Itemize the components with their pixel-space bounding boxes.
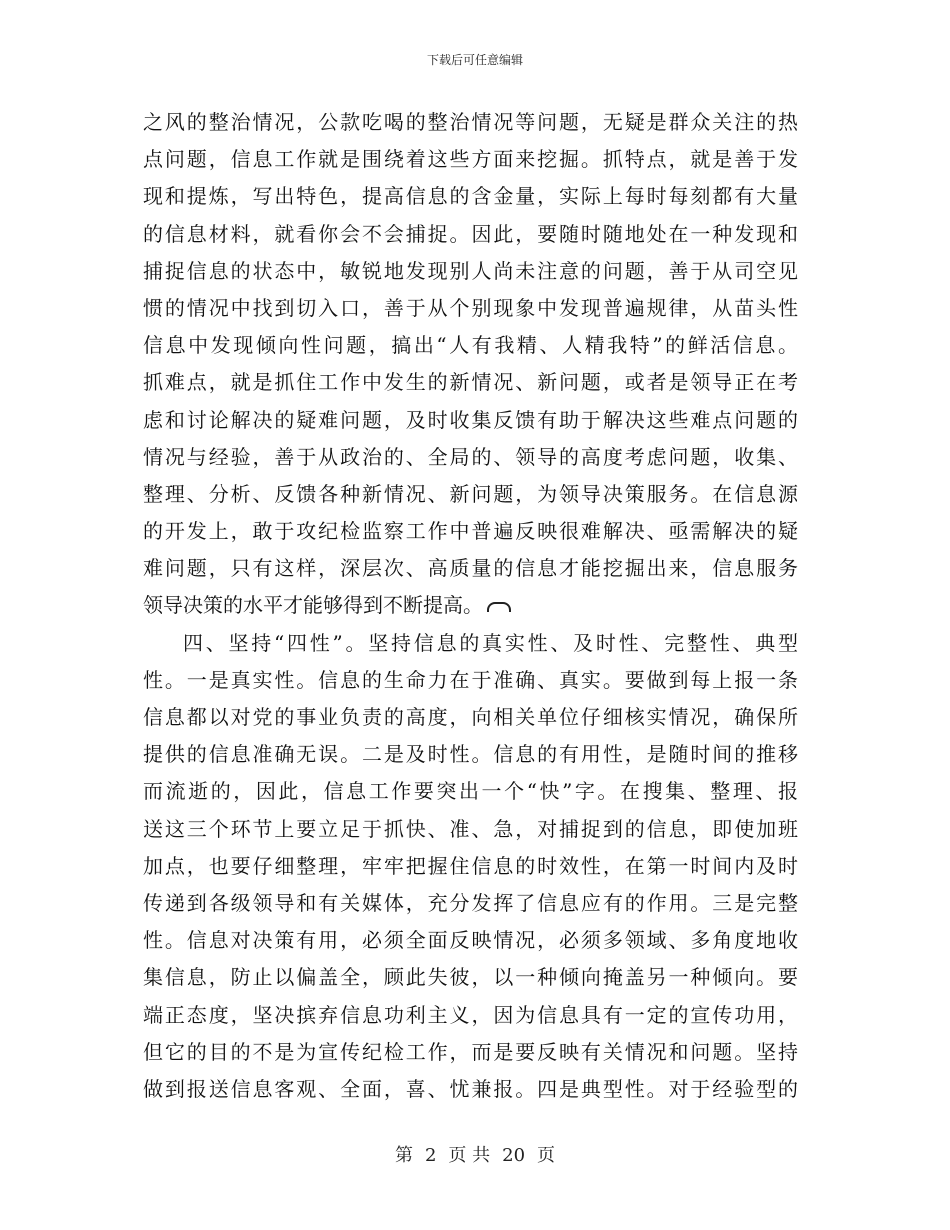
total-page-count: 20 xyxy=(502,1145,526,1166)
text-line: 信息中发现倾向性问题，搞出“人有我精、人精我特”的鲜活信息。 xyxy=(143,333,798,358)
text-line: 难问题，只有这样，深层次、高质量的信息才能挖掘出来，信息服务 xyxy=(143,556,798,581)
text-line-last xyxy=(143,587,798,624)
page-footer xyxy=(0,1144,950,1168)
text-line: 虑和讨论解决的疑难问题，及时收集反馈有助于解决这些难点问题的 xyxy=(143,407,798,432)
page-header: 下载后可任意编辑 xyxy=(426,53,523,67)
text-line: 提供的信息准确无误。二是及时性。信息的有用性，是随时间的推移 xyxy=(143,742,798,767)
text-line: 的信息材料，就看你会不会捕捉。因此，要随时随地处在一种发现和 xyxy=(143,221,798,246)
section-break-icon xyxy=(487,602,511,612)
text-line: 而流逝的，因此，信息工作要突出一个“快”字。在搜集、整理、报 xyxy=(143,779,798,804)
paragraph-1 xyxy=(143,104,798,625)
text-line: 现和提炼，写出特色，提高信息的含金量，实际上每时每刻都有大量 xyxy=(143,184,798,209)
paragraph-2 xyxy=(143,625,798,1108)
body-text xyxy=(143,104,798,1108)
text-line: 整理、分析、反馈各种新情况、新问题，为领导决策服务。在信息源 xyxy=(143,481,798,506)
text-line-content: 领导决策的水平才能够得到不断提高。 xyxy=(143,593,483,618)
text-line: 性。信息对决策有用，必须全面反映情况，必须多领域、多角度地收 xyxy=(143,928,798,953)
text-line: 性。一是真实性。信息的生命力在于准确、真实。要做到每上报一条 xyxy=(143,667,798,692)
text-line: 做到报送信息客观、全面，喜、忧兼报。四是典型性。对于经验型的 xyxy=(143,1076,798,1101)
footer-prefix: 第 xyxy=(394,1145,413,1166)
text-line: 惯的情况中找到切入口，善于从个别现象中发现普遍规律，从苗头性 xyxy=(143,295,798,320)
text-line: 但它的目的不是为宣传纪检工作，而是要反映有关情况和问题。坚持 xyxy=(143,1039,798,1064)
text-line: 的开发上，敢于攻纪检监察工作中普遍反映很难解决、亟需解决的疑 xyxy=(143,519,798,544)
text-line: 信息都以对党的事业负责的高度，向相关单位仔细核实情况，确保所 xyxy=(143,705,798,729)
text-line: 捕捉信息的状态中，敏锐地发现别人尚未注意的问题，善于从司空见 xyxy=(143,258,798,283)
text-line: 加点，也要仔细整理，牢牢把握住信息的时效性，在第一时间内及时 xyxy=(143,853,798,878)
text-line: 集信息，防止以偏盖全，顾此失彼，以一种倾向掩盖另一种倾向。要 xyxy=(143,965,798,990)
current-page-number: 2 xyxy=(424,1145,437,1166)
text-line: 点问题，信息工作就是围绕着这些方面来挖掘。抓特点，就是善于发 xyxy=(143,147,798,172)
text-line-first: 四、坚持“四性”。坚持信息的真实性、及时性、完整性、典型 xyxy=(183,630,798,655)
text-line: 送这三个环节上要立足于抓快、准、急，对捕捉到的信息，即使加班 xyxy=(143,816,798,841)
text-line: 抓难点，就是抓住工作中发生的新情况、新问题，或者是领导正在考 xyxy=(143,370,798,395)
footer-suffix: 页 xyxy=(537,1145,556,1166)
text-line: 传递到各级领导和有关媒体，充分发挥了信息应有的作用。三是完整 xyxy=(143,890,798,915)
text-line: 之风的整治情况，公款吃喝的整治情况等问题，无疑是群众关注的热 xyxy=(143,110,798,134)
text-line: 情况与经验，善于从政治的、全局的、领导的高度考虑问题，收集、 xyxy=(143,444,798,469)
text-line: 端正态度，坚决摈弃信息功利主义，因为信息具有一定的宣传功用， xyxy=(143,1002,798,1027)
footer-middle: 页 共 xyxy=(448,1145,491,1166)
